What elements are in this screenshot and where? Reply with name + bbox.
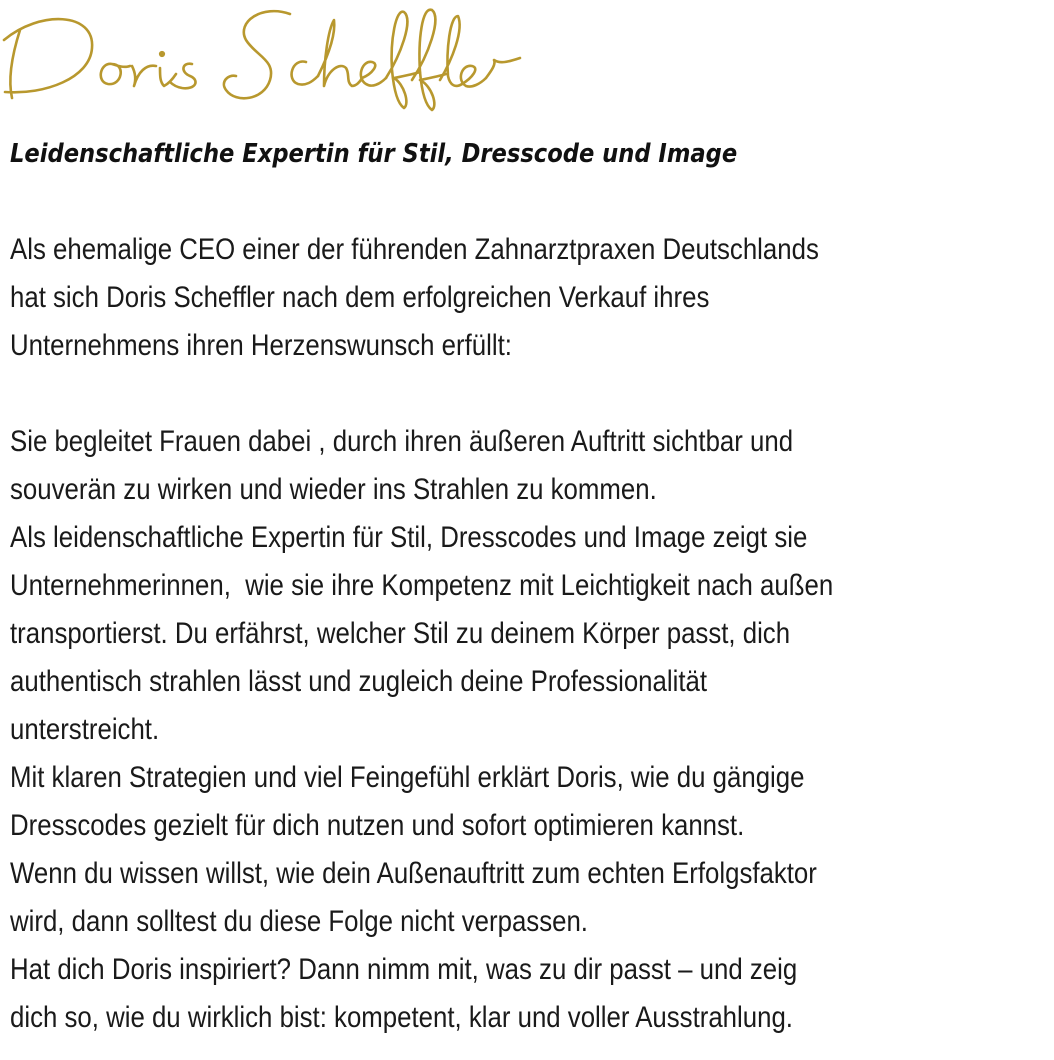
text-line: Sie begleitet Frauen dabei , durch ihren äußeren Auftritt sichtbar und [10, 425, 794, 458]
paragraph-gap [10, 370, 1050, 418]
signature-logo [0, 0, 540, 125]
text-line: Unternehmerinnen, wie sie ihre Kompetenz mit Leichtigkeit nach außen [10, 569, 834, 602]
text-line: Als ehemalige CEO einer der führenden Zahnarztpraxen Deutschlands [10, 233, 819, 266]
text-line: wird, dann solltest du diese Folge nicht verpassen. [10, 905, 588, 938]
text-line: dich so, wie du wirklich bist: kompetent, klar und voller Ausstrahlung. [10, 1001, 793, 1034]
text-line: hat sich Doris Scheffler nach dem erfolgreichen Verkauf ihres [10, 281, 710, 314]
text-line: Als leidenschaftliche Expertin für Stil, Dresscodes und Image zeigt sie [10, 521, 808, 554]
text-line: unterstreicht. [10, 713, 160, 746]
text-line: souverän zu wirken und wieder ins Strahlen zu kommen. [10, 473, 657, 506]
text-line: Hat dich Doris inspiriert? Dann nimm mit, was zu dir passt – und zeig [10, 953, 798, 986]
text-line: authentisch strahlen lässt und zugleich deine Professionalität [10, 665, 708, 698]
text-line: transportierst. Du erfährst, welcher Stil zu deinem Körper passt, dich [10, 617, 791, 650]
text-line: Dresscodes gezielt für dich nutzen und sofort optimieren kannst. [10, 809, 745, 842]
description-text [10, 226, 1050, 1042]
text-line: Unternehmens ihren Herzenswunsch erfüllt: [10, 329, 512, 362]
subtitle: Leidenschaftliche Expertin für Stil, Dresscode und Image [10, 139, 738, 169]
text-line: Mit klaren Strategien und viel Feingefühl erklärt Doris, wie du gängige [10, 761, 805, 794]
text-line: Wenn du wissen willst, wie dein Außenauftritt zum echten Erfolgsfaktor [10, 857, 817, 890]
